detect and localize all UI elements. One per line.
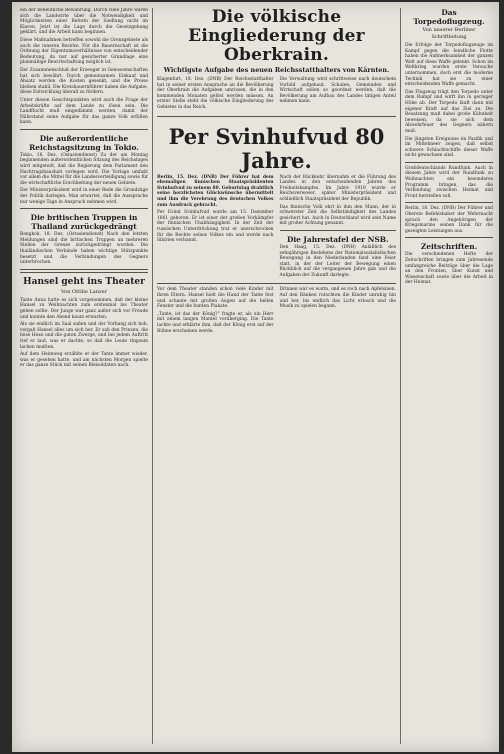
paragraph: Nach der Rückkehr übernahm er die Führung des Landes in den entscheidenden Jahren des Freiheitskampfes. Im Jahre 1918 wurde er Reichsverweser, später Ministerpräsident und schließlich Staatspräsident der Republik. — [279, 174, 396, 202]
paragraph: ein der bedeutliche Bewahrung. Durch viele Jahre waren sich die Landwirte über die Notwendigkeit und Möglichkeiten einer Reform der Siedlung nicht im Klaren. Jetzt ist die Lage durch die Gesetzgebung geklärt, und die Arbeit kann beginnen. — [20, 8, 148, 36]
separator — [405, 237, 493, 238]
article-headline: Hansel geht ins Theater — [23, 276, 145, 287]
article-headline: Die Jahrestafel der NSB. — [286, 234, 389, 244]
double-separator — [20, 269, 148, 273]
section-headline: Zeitschriften. — [420, 242, 478, 252]
two-column-text — [157, 175, 396, 281]
right-column — [405, 8, 493, 746]
paragraph: Die Erfolge der Torpedoflugzeuge im Kampf gegen die feindliche Flotte haben die Aufmerksamkeit der ganzen Welt auf diese Waffe gelenkt. Schon im Weltkrieg wurden erste Versuche unternommen, doch erst die moderne Technik hat sie zu einer entscheidenden Waffe gemacht. — [405, 43, 493, 88]
paragraph-lead: Berlin, 15. Dez. (DNB) Der Führer hat dem ehemaligen finnischen Staatspräsidenten Svinhufvud zu seinem 80. Geburtstag drahtlich seine herzlichsten Glückwünsche übermittelt und ihm die Verehrung des deutschen Volkes zum Ausdruck gebracht. — [157, 174, 274, 208]
paragraph: Das finnische Volk ehrt in ihm den Mann, der in schwerster Zeit die Selbständigkeit des Landes gesichert hat. Auch in Deutschland wird sein Name mit großer Achtung genannt. — [279, 204, 396, 227]
byline: Von Ottilie Lanzer — [61, 288, 107, 295]
column-rule — [152, 8, 153, 744]
paragraph: Tante Anna hatte es sich vorgenommen, daß der kleine Hansel zu Weihnachten zum erstenmal ins Theater gehen sollte. Der Junge war ganz außer sich vor Freude und konnte den Abend kaum erwarten. — [20, 297, 148, 320]
main-headline: Die völkische Eingliederung der Oberkrain. — [188, 8, 365, 65]
column-rule — [400, 8, 401, 744]
paragraph: Tokio, 18. Dez. (Ostasiendienst) Zu der am Montag beginnenden außerordentlichen Sitzung des Reichstages wird mitgeteilt, daß die Regierung dem Parlament den Nachtragshaushalt vorlegen wird. Die Vorlage umfaßt vor allem die Mittel für die Landesverteidigung sowie für die wirtschaftliche Erschließung der neuen Gebiete. — [20, 152, 148, 186]
separator — [405, 202, 493, 203]
article-headline: Das Torpedoflugzeug. — [413, 8, 485, 26]
paragraph: Die jüngsten Ereignisse im Pazifik und im Mittelmeer zeigen, daß selbst schwere Schlachtschiffe dieser Waffe nicht gewachsen sind. — [405, 136, 493, 159]
paragraph: Den Haag, 15. Dez. (DNB) Anläßlich des zehnjährigen Bestehens der Nationalsozialistischen Bewegung in den Niederlanden fand eine Feier statt, in der der Leiter der Bewegung einen Rückblick auf die vergangenen Jahre gab und die Aufgaben der Zukunft darlegte. — [279, 244, 396, 278]
separator — [20, 129, 148, 130]
article-headline: Die außerordentliche Reichstagsitzung in Tokio. — [29, 133, 139, 152]
two-column-text — [157, 287, 396, 336]
paragraph: Berlin, 18. Dez. (DNB) Der Führer und Oberste Befehlshaber der Wehrmacht sprach den Angehörigen der Kriegsmarine seinen Dank für die gezeigten Leistungen aus. — [405, 206, 493, 234]
two-column-text — [157, 77, 396, 113]
paragraph: Auf dem Heimweg erzählte er der Tante immer wieder, was er gesehen hatte, und am nächsten Morgen spielte er das ganze Stück mit seinen Bleisoldaten nach. — [20, 352, 148, 369]
article-headline: Die britischen Truppen in Thailand zurückgedrängt — [30, 213, 138, 232]
paragraph: Vor dem Theater standen schon viele Kinder mit ihren Eltern. Hansel hielt die Hand der Tante fest und schaute mit großen Augen auf die hellen Fenster und die bunten Plakate. — [157, 287, 274, 310]
separator — [405, 162, 493, 163]
paragraph: Die Verwaltung wird schrittweise nach deutschem Vorbild aufgebaut. Schulen, Gemeinden und Wirtschaft sollen so geordnet werden, daß die Bevölkerung am Aufbau des Landes tätigen Anteil nehmen kann. — [279, 77, 396, 105]
article-headline: Per Svinhufvud 80 Jahre. — [168, 123, 385, 173]
separator — [280, 230, 397, 231]
paragraph: Der Ministerpräsident wird in einer Rede die Grundzüge der Politik darlegen. Man erwartet, daß die Aussprache nur wenige Tage in Anspruch nehmen wird. — [20, 188, 148, 205]
newspaper-page — [12, 2, 499, 752]
byline: Von unserer Berliner Schriftleitung — [422, 27, 476, 40]
paragraph: Das Flugzeug trägt den Torpedo unter dem Rumpf und wirft ihn in geringer Höhe ab. Der Torpedo läuft dann mit eigener Kraft auf das Ziel zu. Die Besatzung muß dabei große Kühnheit beweisen, da sie sich dem Abwehrfeuer des Gegners nähern muß. — [405, 89, 493, 134]
paragraph: Die verschiedenen Hefte der Zeitschriften bringen zum Jahresende umfangreiche Beiträge über die Lage an den Fronten, über Kunst und Wissenschaft sowie über die Arbeit in der Heimat. — [405, 252, 493, 286]
paragraph: Klagenfurt, 18. Dez. (DNB) Der Reichsstatthalter hat in seiner ersten Ansprache an die Bevölkerung der Oberkrain die Aufgaben umrissen, die in den kommenden Monaten gelöst werden müssen. An erster Stelle steht die völkische Eingliederung des Gebietes in das Reich. — [157, 77, 274, 110]
paragraph: Bangkok, 18. Dez. (Ostasiendienst) Nach den letzten Meldungen sind die britischen Truppen an mehreren Stellen der Grenze zurückgedrängt worden. Die thailändischen Verbände haben wichtige Stützpunkte besetzt und die Verbindungen des Gegners unterbrochen. — [20, 232, 148, 266]
paragraph: Der Zusammenschluß der Erzeuger in Genossenschaften hat sich bewährt. Durch gemeinsamen Einkauf und Absatz werden die Kosten gesenkt, und die Preise bleiben stabil. Die Kreisbauernführer haben die Aufgabe, diese Entwicklung überall zu fördern. — [20, 67, 148, 96]
paragraph: Diese Maßnahmen betreffen sowohl die Grenzgebiete als auch die inneren Bezirke. Für die Bauernschaft ist die Ordnung der Eigentumsverhältnisse von entscheidender Bedeutung, da nur auf gesicherter Grundlage eine planmäßige Bewirtschaftung möglich ist. — [20, 37, 148, 66]
paragraph: Unter diesen Gesichtspunkten wird auch die Frage der Arbeitskräfte auf dem Lande zu lösen sein. Die Landflucht muß eingedämmt werden, damit der Nährstand seine Aufgabe für das ganze Volk erfüllen kann. — [20, 97, 148, 126]
paragraph: Drinnen war es warm, und es roch nach Apfelsinen. Auf den Bänken rutschten die Kinder unruhig hin und her, bis endlich das Licht erlosch und die Musik zu spielen begann. — [279, 287, 396, 310]
separator — [157, 116, 396, 117]
left-column — [20, 8, 148, 746]
center-column — [157, 8, 396, 746]
paragraph: „Tante, ist das der König?“ fragte er, als ein Herr mit einem langen Mantel vorüberging. Die Tante lachte und erklärte ihm, daß der König erst auf der Bühne erscheinen werde. — [157, 311, 274, 334]
paragraph: Großdeutschlands Rundfunk. Auch in diesem Jahre wird der Rundfunk zu Weihnachten ein besonderes Programm bringen, das die Verbindung zwischen Heimat und Front herstellen soll. — [405, 165, 493, 199]
separator — [157, 283, 396, 284]
subheadline: Wichtigste Aufgabe des neuen Reichsstatthalters von Kärnten. — [163, 66, 390, 74]
paragraph: Als sie endlich im Saal saßen und der Vorhang sich hob, vergaß Hansel alles um sich her. Er sah den Prinzen, die böse Hexe und die guten Zwerge, und bei jedem Auftritt rief er laut, was er dachte, so daß die Leute ringsum lachen mußten. — [20, 322, 148, 350]
paragraph: Per Evind Svinhufvud wurde am 15. Dezember 1861 geboren. Er ist einer der großen Vorkämpfer der finnischen Unabhängigkeit. In der Zeit der russischen Unterdrückung trat er unerschrocken für die Rechte seines Volkes ein und wurde nach Sibirien verbannt. — [157, 210, 274, 244]
separator — [20, 208, 148, 209]
